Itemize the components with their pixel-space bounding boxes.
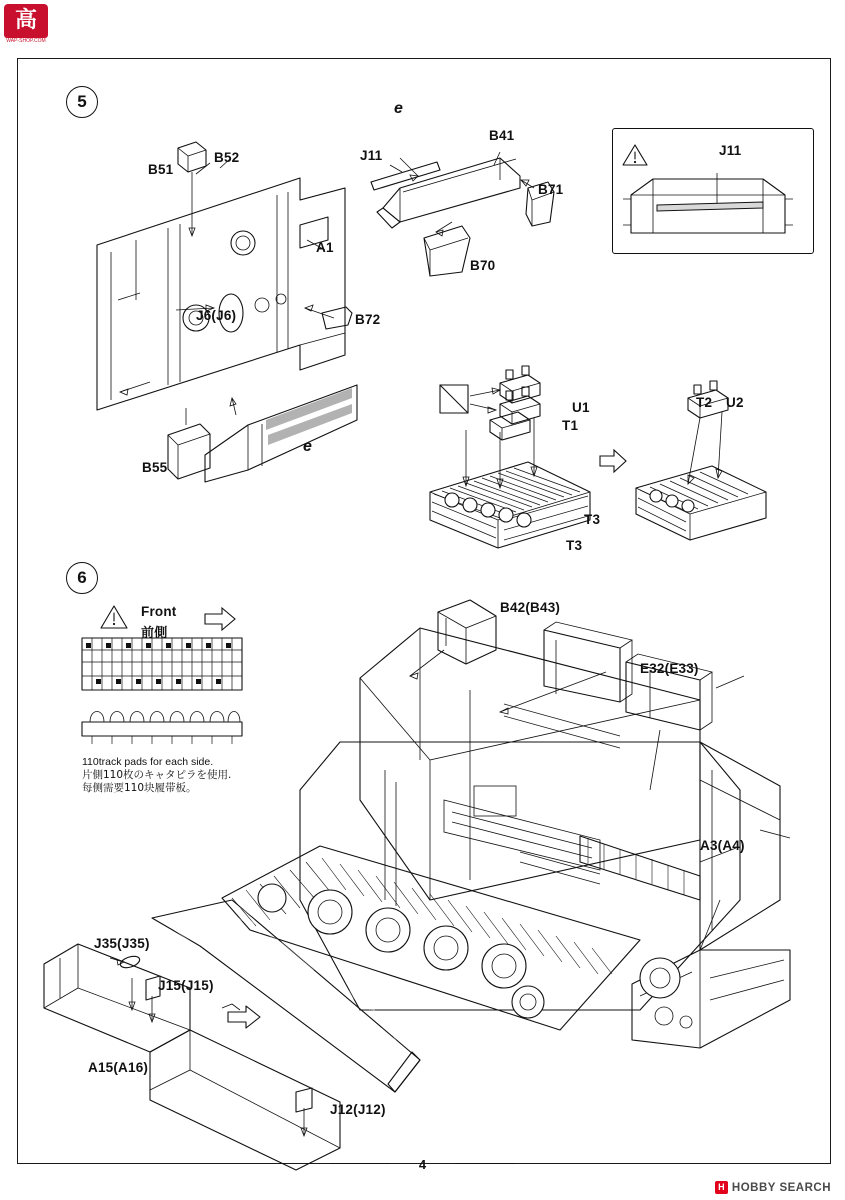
step-number-5: 5: [66, 86, 98, 118]
part-label-b52: B52: [214, 150, 240, 165]
part-label-t1: T1: [562, 418, 579, 433]
detail-callout-box: [612, 128, 814, 254]
part-label-b55: B55: [142, 460, 168, 475]
part-label-t3-a: T3: [584, 512, 601, 527]
track-note-line-en: 110track pads for each side.: [82, 756, 214, 768]
part-label-j6: J6(J6): [196, 308, 237, 323]
step-number-6: 6: [66, 562, 98, 594]
front-note-en: Front: [141, 604, 177, 619]
part-label-b51: B51: [148, 162, 174, 177]
part-label-u1: U1: [572, 400, 590, 415]
part-label-j35: J35(J35): [94, 936, 150, 951]
part-label-u2: U2: [726, 395, 744, 410]
marker-label-e-upper: e: [394, 100, 404, 117]
part-label-b72: B72: [355, 312, 381, 327]
marker-label-e-lower: e: [303, 438, 313, 455]
part-label-j12: J12(J12): [330, 1102, 386, 1117]
detail-callout-art: [613, 129, 813, 253]
part-label-b41: B41: [489, 128, 515, 143]
part-label-a15: A15(A16): [88, 1060, 149, 1075]
track-note-line-cn: 每侧需要110块履带板。: [82, 782, 197, 794]
part-label-a3: A3(A4): [700, 838, 745, 853]
logo-character: 高: [14, 8, 37, 33]
part-label-e32: E32(E33): [640, 661, 699, 676]
hobby-search-brand: [715, 1181, 831, 1194]
brand-mark-icon: H: [715, 1181, 728, 1194]
part-label-b70: B70: [470, 258, 496, 273]
part-label-j15: J15(J15): [158, 978, 214, 993]
part-label-j11: J11: [360, 148, 383, 163]
brand-text: HOBBY SEARCH: [731, 1181, 831, 1194]
detail-label-j11: J11: [719, 143, 742, 158]
page-number: 4: [418, 1157, 427, 1172]
track-note-line-jp: 片側110枚のキャタピラを使用.: [82, 769, 232, 781]
part-label-b71: B71: [538, 182, 564, 197]
track-count-note: [82, 756, 282, 795]
watermark-logo: [4, 4, 48, 48]
part-label-t3-b: T3: [566, 538, 583, 553]
part-label-b42: B42(B43): [500, 600, 561, 615]
front-note-jp: 前側: [141, 626, 168, 641]
part-label-t2: T2: [696, 395, 713, 410]
logo-url: WAP-SHOP.COM: [6, 38, 46, 44]
part-label-a1: A1: [316, 240, 334, 255]
